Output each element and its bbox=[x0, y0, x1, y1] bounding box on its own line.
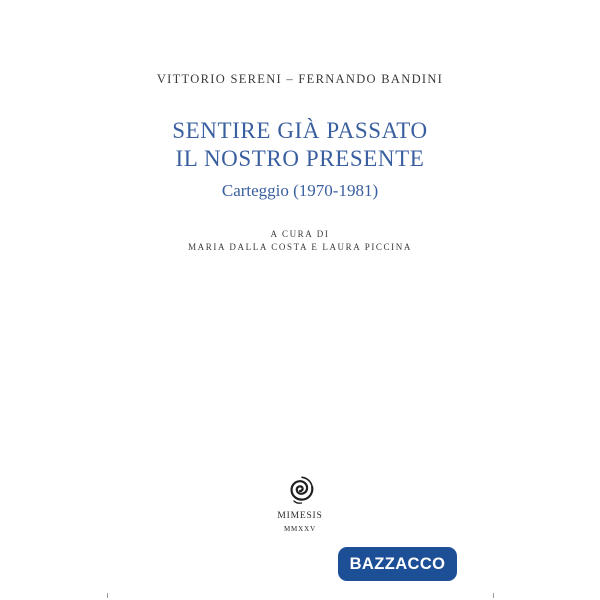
store-badge: BAZZACCO bbox=[338, 547, 457, 581]
curated-by-label: A CURA DI bbox=[270, 229, 330, 239]
publication-year: MMXXV bbox=[283, 525, 317, 533]
book-title-line-1: SENTIRE GIÀ PASSATO bbox=[172, 118, 428, 143]
book-title-line-2: IL NOSTRO PRESENTE bbox=[175, 146, 425, 171]
crop-mark-right bbox=[493, 593, 494, 598]
book-editors: MARIA DALLA COSTA E LAURA PICCINA bbox=[188, 242, 412, 252]
book-authors: VITTORIO SERENI – FERNANDO BANDINI bbox=[156, 72, 444, 86]
book-subtitle: Carteggio (1970-1981) bbox=[221, 181, 379, 200]
spiral-shell-icon bbox=[280, 470, 320, 510]
crop-mark-left bbox=[107, 593, 108, 598]
publisher-name: MIMESIS bbox=[277, 511, 323, 521]
